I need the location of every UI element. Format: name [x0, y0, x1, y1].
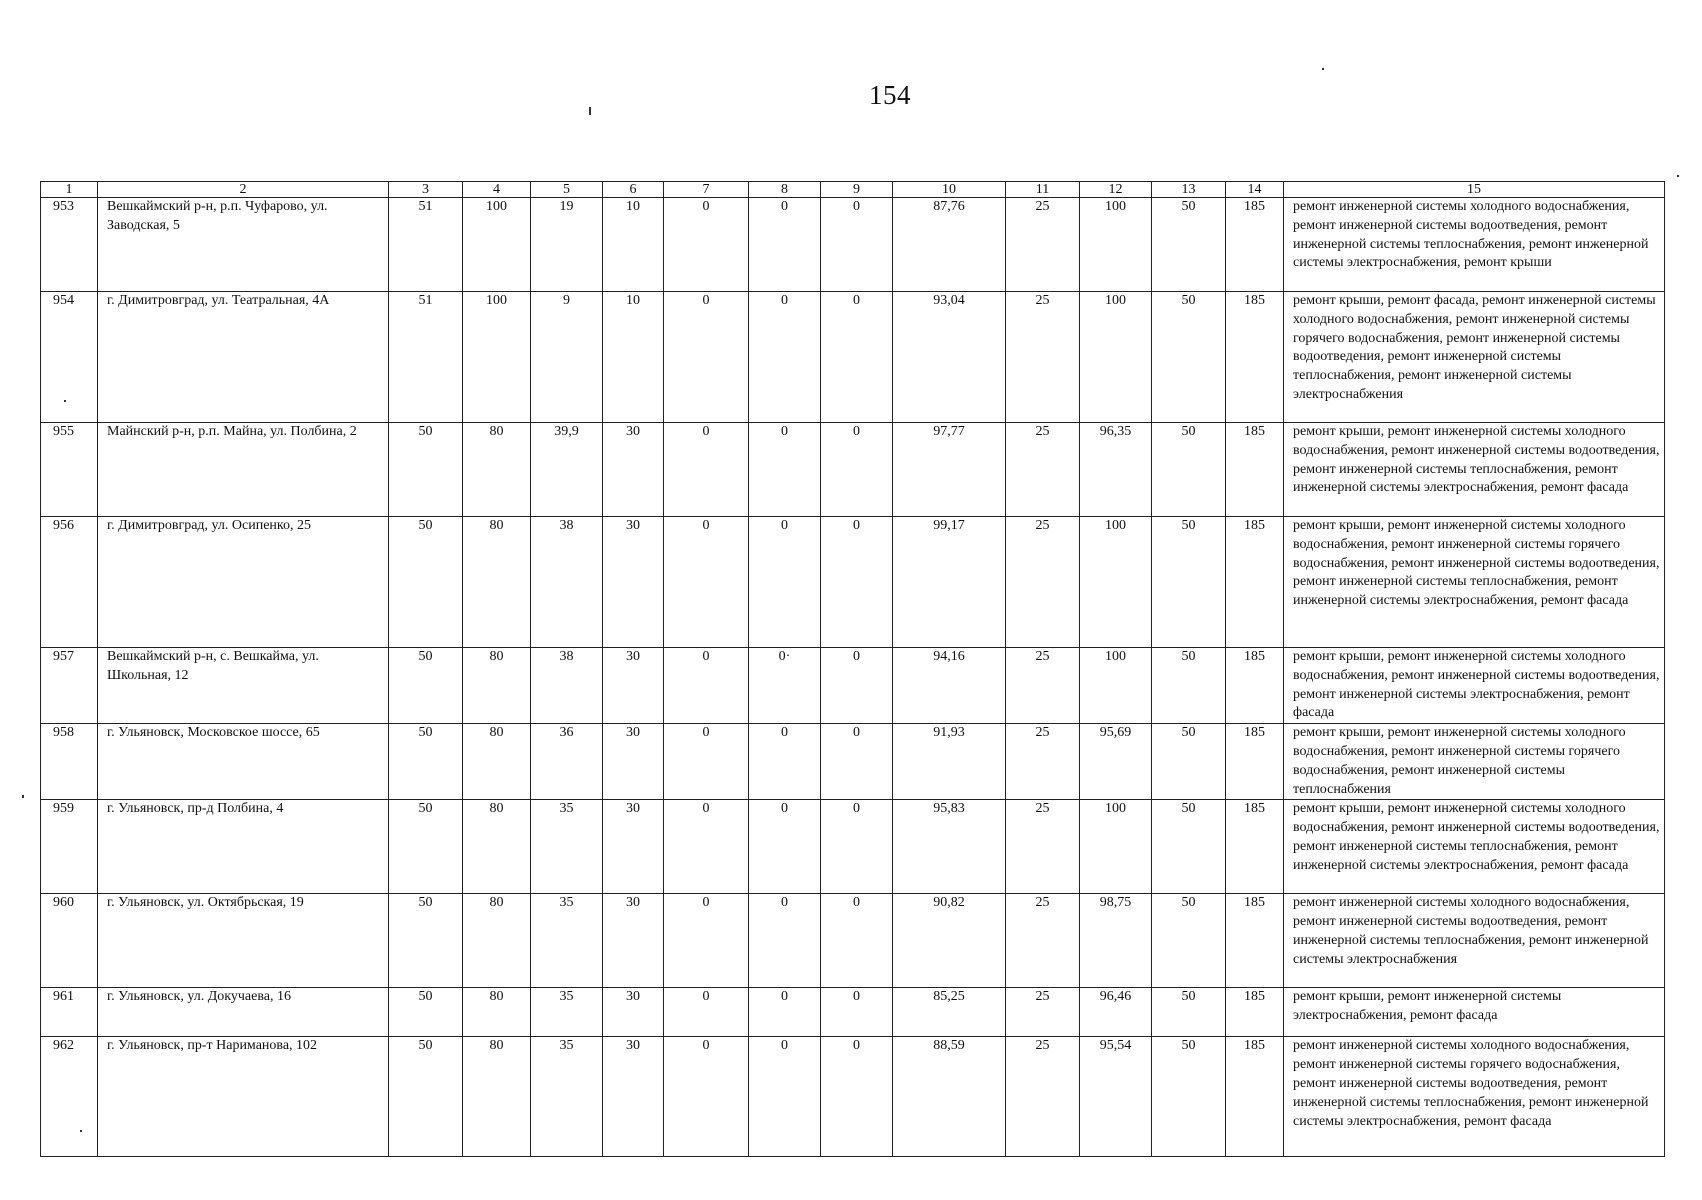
- col-4-cell: 80: [463, 648, 531, 724]
- table-row: [41, 894, 1665, 988]
- col-14-cell: 185: [1226, 517, 1284, 648]
- address-cell: Вешкаймский р-н, с. Вешкайма, ул. Школьная, 12: [98, 648, 389, 724]
- col-6-cell: 10: [603, 292, 664, 423]
- col-5-cell: 35: [531, 1037, 603, 1157]
- col-14-cell: 185: [1226, 292, 1284, 423]
- col-7-cell: 0: [664, 800, 749, 894]
- col-9-cell: 0: [821, 894, 893, 988]
- col-7-cell: 0: [664, 1037, 749, 1157]
- work-description-cell: ремонт крыши, ремонт инженерной системы холодного водоснабжения, ремонт инженерной системы горячего водоснабжения, ремонт инженерной системы теплоснабжения: [1284, 724, 1665, 800]
- table-row: [41, 292, 1665, 423]
- address-cell: г. Димитровград, ул. Театральная, 4А: [98, 292, 389, 423]
- row-number-cell: 960: [41, 894, 98, 988]
- col-4-cell: 80: [463, 894, 531, 988]
- col-13-cell: 50: [1152, 517, 1226, 648]
- col-11-cell: 25: [1006, 724, 1080, 800]
- col-8-cell: 0: [749, 198, 821, 292]
- column-header: 15: [1284, 182, 1665, 198]
- col-6-cell: 30: [603, 724, 664, 800]
- col-7-cell: 0: [664, 423, 749, 517]
- table-row: [41, 724, 1665, 800]
- work-description-cell: ремонт крыши, ремонт инженерной системы холодного водоснабжения, ремонт инженерной системы водоотведения, ремонт инженерной системы теплоснабжения, ремонт инженерной системы электроснабжения, ремонт фасада: [1284, 423, 1665, 517]
- col-10-cell: 88,59: [893, 1037, 1006, 1157]
- col-8-cell: 0: [749, 1037, 821, 1157]
- col-14-cell: 185: [1226, 198, 1284, 292]
- col-9-cell: 0: [821, 517, 893, 648]
- row-number-cell: 959: [41, 800, 98, 894]
- column-header: 2: [98, 182, 389, 198]
- address-cell: г. Ульяновск, Московское шоссе, 65: [98, 724, 389, 800]
- col-8-cell: 0: [749, 292, 821, 423]
- column-header: 1: [41, 182, 98, 198]
- col-11-cell: 25: [1006, 423, 1080, 517]
- column-header: 14: [1226, 182, 1284, 198]
- work-description-cell: ремонт крыши, ремонт фасада, ремонт инженерной системы холодного водоснабжения, ремонт инженерной системы горячего водоснабжения, ремонт инженерной системы водоотведения, ремонт инженерной системы теплоснабжения, ремонт инженерной системы электроснабжения: [1284, 292, 1665, 423]
- column-header: 4: [463, 182, 531, 198]
- col-14-cell: 185: [1226, 894, 1284, 988]
- col-10-cell: 85,25: [893, 988, 1006, 1037]
- col-8-cell: 0: [749, 724, 821, 800]
- work-description-cell: ремонт крыши, ремонт инженерной системы холодного водоснабжения, ремонт инженерной системы водоотведения, ремонт инженерной системы электроснабжения, ремонт фасада: [1284, 648, 1665, 724]
- row-number-cell: 954: [41, 292, 98, 423]
- col-13-cell: 50: [1152, 1037, 1226, 1157]
- column-header: 12: [1080, 182, 1152, 198]
- table-row: [41, 198, 1665, 292]
- col-6-cell: 30: [603, 988, 664, 1037]
- col-12-cell: 100: [1080, 800, 1152, 894]
- column-header: 3: [389, 182, 463, 198]
- col-13-cell: 50: [1152, 724, 1226, 800]
- work-description-cell: ремонт крыши, ремонт инженерной системы электроснабжения, ремонт фасада: [1284, 988, 1665, 1037]
- col-3-cell: 51: [389, 292, 463, 423]
- col-5-cell: 38: [531, 517, 603, 648]
- col-9-cell: 0: [821, 292, 893, 423]
- scan-speck: [22, 795, 24, 798]
- col-11-cell: 25: [1006, 988, 1080, 1037]
- col-7-cell: 0: [664, 517, 749, 648]
- col-5-cell: 35: [531, 988, 603, 1037]
- col-9-cell: 0: [821, 724, 893, 800]
- column-header: 6: [603, 182, 664, 198]
- col-5-cell: 38: [531, 648, 603, 724]
- col-10-cell: 93,04: [893, 292, 1006, 423]
- row-number-cell: 956: [41, 517, 98, 648]
- col-3-cell: 50: [389, 800, 463, 894]
- col-6-cell: 30: [603, 1037, 664, 1157]
- row-number-cell: 955: [41, 423, 98, 517]
- column-header: 9: [821, 182, 893, 198]
- col-3-cell: 50: [389, 1037, 463, 1157]
- table-row: [41, 988, 1665, 1037]
- col-12-cell: 100: [1080, 648, 1152, 724]
- col-11-cell: 25: [1006, 648, 1080, 724]
- col-3-cell: 50: [389, 988, 463, 1037]
- col-4-cell: 80: [463, 1037, 531, 1157]
- col-11-cell: 25: [1006, 894, 1080, 988]
- col-12-cell: 95,69: [1080, 724, 1152, 800]
- row-number-cell: 957: [41, 648, 98, 724]
- col-10-cell: 87,76: [893, 198, 1006, 292]
- scan-speck: [589, 107, 591, 115]
- col-11-cell: 25: [1006, 292, 1080, 423]
- address-cell: г. Ульяновск, пр-т Нариманова, 102: [98, 1037, 389, 1157]
- col-10-cell: 95,83: [893, 800, 1006, 894]
- col-5-cell: 36: [531, 724, 603, 800]
- table-row: [41, 800, 1665, 894]
- col-11-cell: 25: [1006, 800, 1080, 894]
- work-description-cell: ремонт инженерной системы холодного водоснабжения, ремонт инженерной системы водоотведения, ремонт инженерной системы теплоснабжения, ремонт инженерной системы электроснабжения: [1284, 894, 1665, 988]
- col-10-cell: 91,93: [893, 724, 1006, 800]
- col-9-cell: 0: [821, 1037, 893, 1157]
- address-cell: г. Ульяновск, ул. Докучаева, 16: [98, 988, 389, 1037]
- col-4-cell: 80: [463, 800, 531, 894]
- address-cell: г. Ульяновск, ул. Октябрьская, 19: [98, 894, 389, 988]
- col-14-cell: 185: [1226, 724, 1284, 800]
- col-13-cell: 50: [1152, 800, 1226, 894]
- col-5-cell: 35: [531, 800, 603, 894]
- address-cell: Вешкаймский р-н, р.п. Чуфарово, ул. Заводская, 5: [98, 198, 389, 292]
- col-3-cell: 50: [389, 648, 463, 724]
- col-3-cell: 50: [389, 894, 463, 988]
- col-8-cell: 0: [749, 988, 821, 1037]
- col-4-cell: 80: [463, 988, 531, 1037]
- col-4-cell: 80: [463, 423, 531, 517]
- col-12-cell: 96,35: [1080, 423, 1152, 517]
- col-13-cell: 50: [1152, 648, 1226, 724]
- col-9-cell: 0: [821, 198, 893, 292]
- col-11-cell: 25: [1006, 517, 1080, 648]
- col-5-cell: 39,9: [531, 423, 603, 517]
- col-4-cell: 80: [463, 517, 531, 648]
- col-10-cell: 94,16: [893, 648, 1006, 724]
- col-6-cell: 10: [603, 198, 664, 292]
- table-row: [41, 648, 1665, 724]
- col-13-cell: 50: [1152, 894, 1226, 988]
- column-header: 8: [749, 182, 821, 198]
- col-9-cell: 0: [821, 423, 893, 517]
- column-header: 10: [893, 182, 1006, 198]
- col-13-cell: 50: [1152, 423, 1226, 517]
- column-number-row: [41, 182, 1665, 198]
- col-12-cell: 98,75: [1080, 894, 1152, 988]
- col-6-cell: 30: [603, 800, 664, 894]
- work-description-cell: ремонт крыши, ремонт инженерной системы холодного водоснабжения, ремонт инженерной системы горячего водоснабжения, ремонт инженерной системы водоотведения, ремонт инженерной системы теплоснабжения, ремонт инженерной системы электроснабжения, ремонт фасада: [1284, 517, 1665, 648]
- table-row: [41, 1037, 1665, 1157]
- scan-speck: [1677, 175, 1679, 177]
- table-row: [41, 423, 1665, 517]
- scan-speck: [1322, 68, 1324, 70]
- col-7-cell: 0: [664, 292, 749, 423]
- col-13-cell: 50: [1152, 292, 1226, 423]
- col-7-cell: 0: [664, 724, 749, 800]
- col-11-cell: 25: [1006, 198, 1080, 292]
- col-8-cell: 0: [749, 517, 821, 648]
- table-row: [41, 517, 1665, 648]
- col-9-cell: 0: [821, 988, 893, 1037]
- row-number-cell: 962: [41, 1037, 98, 1157]
- row-number-cell: 958: [41, 724, 98, 800]
- col-8-cell: 0: [749, 800, 821, 894]
- col-12-cell: 100: [1080, 292, 1152, 423]
- col-13-cell: 50: [1152, 988, 1226, 1037]
- col-14-cell: 185: [1226, 423, 1284, 517]
- col-12-cell: 100: [1080, 198, 1152, 292]
- col-5-cell: 35: [531, 894, 603, 988]
- col-14-cell: 185: [1226, 988, 1284, 1037]
- data-table: [40, 181, 1665, 1157]
- col-4-cell: 100: [463, 198, 531, 292]
- column-header: 7: [664, 182, 749, 198]
- col-10-cell: 97,77: [893, 423, 1006, 517]
- col-7-cell: 0: [664, 894, 749, 988]
- col-8-cell: 0: [749, 423, 821, 517]
- col-3-cell: 50: [389, 517, 463, 648]
- col-5-cell: 9: [531, 292, 603, 423]
- col-6-cell: 30: [603, 423, 664, 517]
- row-number-cell: 961: [41, 988, 98, 1037]
- col-7-cell: 0: [664, 648, 749, 724]
- col-7-cell: 0: [664, 988, 749, 1037]
- col-6-cell: 30: [603, 894, 664, 988]
- column-header: 11: [1006, 182, 1080, 198]
- col-14-cell: 185: [1226, 800, 1284, 894]
- col-9-cell: 0: [821, 648, 893, 724]
- col-10-cell: 90,82: [893, 894, 1006, 988]
- col-4-cell: 100: [463, 292, 531, 423]
- col-12-cell: 96,46: [1080, 988, 1152, 1037]
- address-cell: Майнский р-н, р.п. Майна, ул. Полбина, 2: [98, 423, 389, 517]
- address-cell: г. Димитровград, ул. Осипенко, 25: [98, 517, 389, 648]
- col-4-cell: 80: [463, 724, 531, 800]
- column-header: 13: [1152, 182, 1226, 198]
- work-description-cell: ремонт крыши, ремонт инженерной системы холодного водоснабжения, ремонт инженерной системы водоотведения, ремонт инженерной системы теплоснабжения, ремонт инженерной системы электроснабжения, ремонт фасада: [1284, 800, 1665, 894]
- row-number-cell: 953: [41, 198, 98, 292]
- col-11-cell: 25: [1006, 1037, 1080, 1157]
- col-3-cell: 50: [389, 724, 463, 800]
- col-14-cell: 185: [1226, 648, 1284, 724]
- col-3-cell: 50: [389, 423, 463, 517]
- col-3-cell: 51: [389, 198, 463, 292]
- col-6-cell: 30: [603, 648, 664, 724]
- col-12-cell: 100: [1080, 517, 1152, 648]
- col-5-cell: 19: [531, 198, 603, 292]
- page-number: 154: [869, 80, 911, 110]
- work-description-cell: ремонт инженерной системы холодного водоснабжения, ремонт инженерной системы горячего водоснабжения, ремонт инженерной системы водоотведения, ремонт инженерной системы теплоснабжения, ремонт инженерной системы электроснабжения, ремонт фасада: [1284, 1037, 1665, 1157]
- column-header: 5: [531, 182, 603, 198]
- col-14-cell: 185: [1226, 1037, 1284, 1157]
- col-8-cell: 0: [749, 894, 821, 988]
- col-6-cell: 30: [603, 517, 664, 648]
- col-13-cell: 50: [1152, 198, 1226, 292]
- address-cell: г. Ульяновск, пр-д Полбина, 4: [98, 800, 389, 894]
- col-8-cell: 0·: [749, 648, 821, 724]
- table-body: [41, 182, 1665, 1157]
- col-7-cell: 0: [664, 198, 749, 292]
- col-12-cell: 95,54: [1080, 1037, 1152, 1157]
- col-9-cell: 0: [821, 800, 893, 894]
- work-description-cell: ремонт инженерной системы холодного водоснабжения, ремонт инженерной системы водоотведения, ремонт инженерной системы теплоснабжения, ремонт инженерной системы электроснабжения, ремонт крыши: [1284, 198, 1665, 292]
- col-10-cell: 99,17: [893, 517, 1006, 648]
